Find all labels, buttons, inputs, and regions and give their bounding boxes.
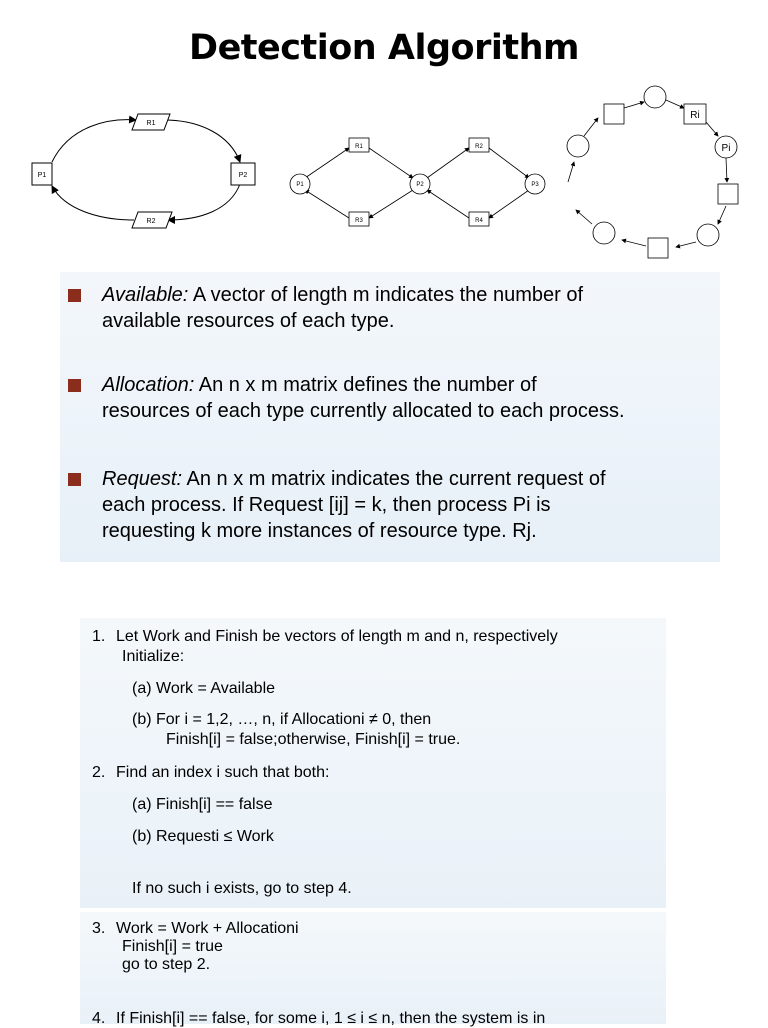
svg-text:R1: R1 [146, 120, 156, 127]
algorithm-box [80, 618, 666, 908]
svg-text:R1: R1 [355, 144, 363, 150]
step-4-line [92, 1010, 545, 1028]
step-text: Let Work and Finish be vectors of length m and n, respectively [116, 628, 558, 645]
svg-text:Pi: Pi [721, 143, 731, 154]
step-number: 4. [92, 1010, 106, 1027]
svg-text:P2: P2 [416, 182, 424, 188]
resource-node-box-2 [718, 184, 738, 204]
svg-text:R3: R3 [355, 218, 363, 224]
step-1a: (a) Work = Available [132, 680, 276, 697]
svg-text:P2: P2 [238, 172, 248, 179]
process-node-pi [715, 136, 737, 158]
definition-text: An n x m matrix defines the number of [194, 374, 537, 396]
step-1b-cont: Finish[i] = false;otherwise, Finish[i] = true. [166, 731, 461, 748]
resource-node-r2 [469, 138, 489, 152]
process-node-p3 [525, 174, 545, 194]
step-3-line [92, 920, 299, 938]
bullet-square [68, 289, 81, 302]
algorithm-box-continued [80, 912, 666, 1027]
definition-text: each process. If Request [ij] = k, then process Pi is [102, 494, 551, 516]
definition-text: A vector of length m indicates the number of [188, 284, 584, 306]
definitions-box [60, 272, 720, 562]
edge-r2-p1 [52, 186, 134, 220]
svg-text:R2: R2 [146, 218, 156, 225]
definition-term: Request: [102, 468, 183, 490]
definition-text: available resources of each type. [102, 310, 395, 332]
bullet-square [68, 379, 81, 392]
process-node-circle-2 [697, 224, 719, 246]
resource-node-r1 [132, 114, 170, 130]
definition-text: resources of each type currently allocated to each process. [102, 400, 625, 422]
edge-r1-p2 [164, 120, 240, 162]
step-1-line [92, 628, 558, 646]
step-2a: (a) Finish[i] == false [132, 796, 273, 813]
resource-node-r1 [349, 138, 369, 152]
process-node-circle-4 [567, 135, 589, 157]
resource-node-r4 [469, 212, 489, 226]
process-node-p1 [290, 174, 310, 194]
svg-text:R4: R4 [475, 218, 483, 224]
step-3-goto: go to step 2. [122, 956, 211, 973]
step-text: Find an index i such that both: [116, 764, 330, 781]
step-text: Work = Work + Allocationi [116, 920, 299, 937]
step-number: 2. [92, 764, 106, 781]
resource-node-box-1 [604, 104, 624, 124]
svg-text:P1: P1 [296, 182, 304, 188]
svg-text:Ri: Ri [690, 110, 700, 121]
bullet-square [68, 473, 81, 486]
definition-term: Available: [102, 284, 189, 306]
cycle-diagram-two-process [30, 100, 270, 245]
step-number: 3. [92, 920, 106, 937]
circular-chain-diagram [560, 82, 750, 267]
definition-term: Allocation: [102, 374, 195, 396]
definition-text: requesting k more instances of resource type. Rj. [102, 520, 537, 542]
double-diamond-diagram [285, 130, 555, 235]
resource-node-r2 [132, 212, 172, 228]
svg-text:P1: P1 [37, 172, 47, 179]
step-2-fallback: If no such i exists, go to step 4. [132, 880, 352, 897]
process-node-p2 [410, 174, 430, 194]
svg-text:R2: R2 [475, 144, 483, 150]
svg-text:P3: P3 [531, 182, 539, 188]
step-number: 1. [92, 628, 106, 645]
resource-node-ri [684, 104, 706, 124]
step-3-finish: Finish[i] = true [122, 938, 223, 955]
resource-node-r3 [349, 212, 369, 226]
process-node-circle-3 [593, 222, 615, 244]
step-2b: (b) Requesti ≤ Work [132, 828, 274, 845]
step-2-line [92, 764, 329, 782]
process-node-p2 [231, 163, 255, 185]
process-node-p1 [32, 163, 52, 185]
step-1-initialize: Initialize: [122, 648, 185, 665]
edge-p2-r2 [168, 184, 240, 220]
step-text: If Finish[i] == false, for some i, 1 ≤ i ≤ n, then the system is in [116, 1010, 546, 1027]
step-1b: (b) For i = 1,2, …, n, if Allocationi ≠ 0, then [132, 711, 432, 728]
edge-p1-r1 [52, 120, 136, 162]
resource-node-box-3 [648, 238, 668, 258]
page-title: Detection Algorithm [189, 28, 579, 68]
process-node-circle-1 [644, 86, 666, 108]
definition-text: An n x m matrix indicates the current request of [182, 468, 606, 490]
